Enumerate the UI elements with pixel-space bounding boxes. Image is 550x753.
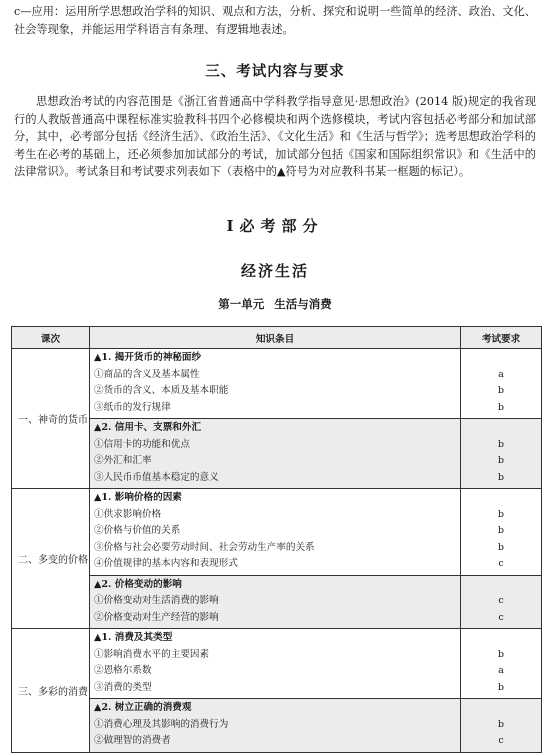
requirement-level: c (498, 558, 504, 569)
requirement-level: b (497, 455, 505, 466)
header-requirement: 考试要求 (461, 327, 542, 349)
frame-requirement-empty (461, 420, 541, 437)
syllabus-table (11, 326, 542, 753)
lesson-name: 一、神奇的货币 (12, 349, 90, 489)
frame-title: ▲1. 消费及其类型 (94, 632, 173, 643)
header-knowledge: 知识条目 (90, 327, 461, 349)
frame-requirement-block (461, 489, 541, 575)
table-row (12, 489, 542, 629)
lesson-name: 二、多变的价格 (12, 489, 90, 629)
knowledge-item: ④价值规律的基本内容和表现形式 (94, 558, 238, 569)
part-heading: Ⅰ必考部分 (226, 217, 324, 235)
knowledge-items-cell (90, 349, 461, 489)
frame-title: ▲2. 价格变动的影响 (94, 578, 182, 590)
intro-paragraph: c—应用：运用所学思想政治学科的知识、观点和方法，分析、探究和说明一些简单的经济、政治、文化、社会等现象，并能运用学科语言有条理、有逻辑地表述。 (14, 5, 536, 36)
unit-number: 第一单元 (218, 297, 265, 311)
frame-block (90, 489, 460, 575)
header-lesson: 课次 (12, 327, 90, 349)
knowledge-item: ②货币的含义、本质及基本职能 (94, 385, 229, 396)
knowledge-item: ③消费的类型 (94, 681, 152, 693)
requirement-level: a (498, 368, 504, 380)
requirement-level: a (498, 665, 504, 676)
knowledge-item: ①信用卡的功能和优点 (94, 438, 190, 450)
frame-block (90, 575, 460, 629)
frame-requirement-block (461, 349, 541, 418)
frame-block (90, 349, 460, 418)
knowledge-items-cell (90, 629, 461, 753)
requirements-cell (461, 629, 542, 753)
requirements-cell (461, 349, 542, 489)
requirement-level: b (497, 438, 505, 450)
requirement-level: b (497, 541, 505, 553)
knowledge-item: ①价格变动对生活消费的影响 (94, 595, 219, 606)
unit-heading (0, 296, 550, 312)
frame-requirement-empty (461, 700, 541, 717)
requirement-level: b (497, 385, 505, 396)
table-body (12, 349, 542, 753)
frame-title: ▲2. 树立正确的消费观 (94, 702, 192, 713)
syllabus-table-container (11, 326, 541, 753)
knowledge-item: ②外汇和汇率 (94, 455, 152, 466)
frame-requirement-empty (461, 630, 541, 647)
knowledge-item: ①供求影响价格 (94, 508, 162, 520)
table-header-row (12, 327, 542, 349)
frame-block (90, 418, 460, 488)
unit-title: 生活与消费 (274, 297, 332, 311)
requirements-cell (461, 489, 542, 629)
frame-requirement-block (461, 418, 541, 488)
requirement-level: c (498, 595, 504, 606)
requirement-level: b (497, 508, 505, 520)
knowledge-items-cell (90, 489, 461, 629)
requirement-level: b (497, 471, 505, 483)
requirement-level: c (498, 611, 504, 623)
requirement-level: b (497, 648, 505, 660)
knowledge-item: ③人民币币值基本稳定的意义 (94, 471, 219, 483)
frame-requirement-block (461, 698, 541, 752)
knowledge-item: ①商品的含义及基本属性 (94, 368, 200, 380)
frame-title: ▲1. 影响价格的因素 (94, 492, 182, 503)
knowledge-item: ②恩格尔系数 (94, 665, 152, 676)
knowledge-item: ②价格与价值的关系 (94, 525, 181, 536)
frame-requirement-empty (461, 577, 541, 594)
requirement-level: b (497, 401, 505, 413)
requirement-level: b (497, 525, 505, 536)
knowledge-item: ③价格与社会必要劳动时间、社会劳动生产率的关系 (94, 541, 315, 553)
knowledge-item: ①影响消费水平的主要因素 (94, 648, 210, 660)
frame-requirement-empty (461, 490, 541, 507)
frame-block (90, 629, 460, 698)
table-row (12, 629, 542, 753)
section-heading: 三、考试内容与要求 (205, 63, 345, 80)
frame-requirement-block (461, 629, 541, 698)
requirement-level: c (498, 735, 504, 746)
requirement-level: b (497, 681, 505, 693)
frame-requirement-block (461, 575, 541, 629)
table-row (12, 349, 542, 489)
knowledge-item: ①消费心理及其影响的消费行为 (94, 718, 229, 730)
frame-block (90, 698, 460, 752)
requirement-level: b (497, 718, 505, 730)
subject-heading: 经济生活 (240, 262, 309, 280)
lesson-name: 三、多彩的消费 (12, 629, 90, 753)
body-paragraph: 思想政治考试的内容范围是《浙江省普通高中学科教学指导意见·思想政治》(2014 版)规定的我省现行的人教版普通高中课程标准实验教科书四个必修模块和两个选修模块，考试内容包括必考部分和加试部分，其中，必考部分包括《经济生活》、《政治生活》、《文化生活》和《生活与哲学》；选考思想政治学科的考生在必考的基础上，还必须参加加试部分的考试，加试部分包括《国家和国际组织常识》和《生活中的法律常识》。考试条目和考试要求列表如下（表格中的▲符号为对应教科书某一框题的标记）。 (14, 95, 536, 178)
frame-requirement-empty (461, 350, 541, 367)
knowledge-item: ③纸币的发行规律 (94, 401, 171, 413)
knowledge-item: ②做理智的消费者 (94, 735, 171, 746)
frame-title: ▲2. 信用卡、支票和外汇 (94, 422, 202, 433)
frame-title: ▲1. 揭开货币的神秘面纱 (94, 352, 202, 363)
knowledge-item: ②价格变动对生产经营的影响 (94, 611, 219, 623)
